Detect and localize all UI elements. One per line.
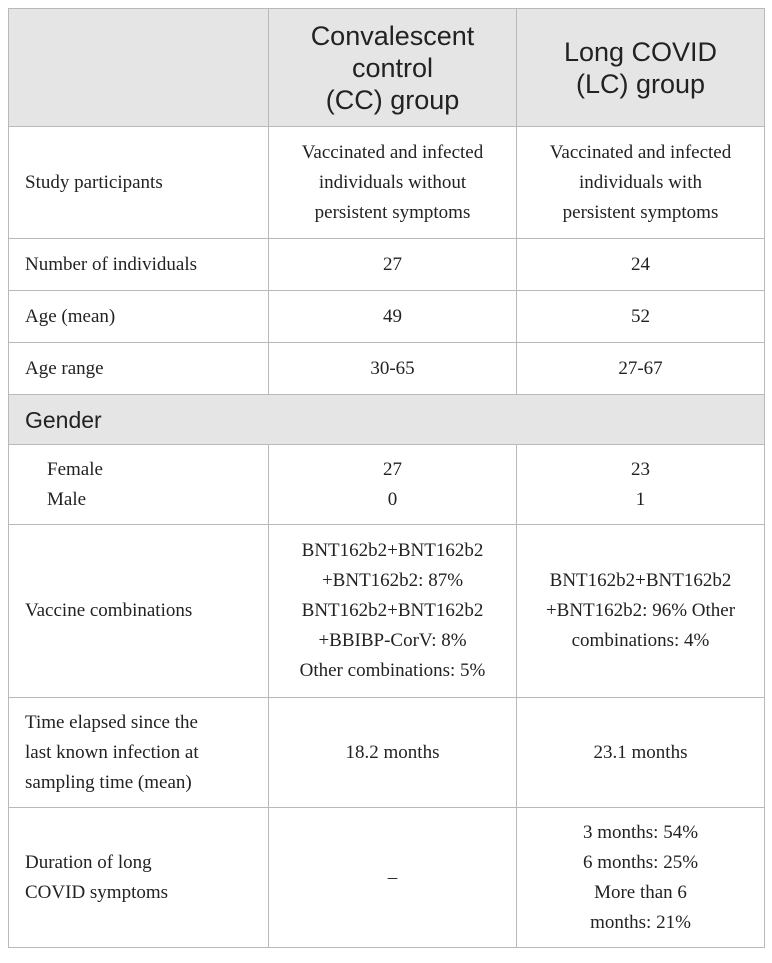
header-empty-cell [9,9,269,127]
cell-line: Vaccinated and infected [301,141,484,163]
lc-cell [517,445,765,525]
row-vaccine-combinations [9,525,765,698]
cell-line: individuals without [318,171,467,193]
cell-line: More than 6 [594,881,687,903]
cell-line: months: 21% [590,911,691,933]
row-study-participants [9,127,765,239]
male-value: 0 [387,488,398,510]
row-label: Age (mean) [9,291,269,343]
header-cc-line: Convalescent [310,20,475,51]
row-label [9,698,269,808]
label-line: COVID symptoms [25,881,169,903]
cc-cell [269,127,517,239]
label-line: last known infection at [25,741,199,763]
cell-line: BNT162b2+BNT162b2 [301,600,484,621]
cohort-characteristics-table [8,8,765,948]
row-label: Number of individuals [9,239,269,291]
cell-line: persistent symptoms [562,201,719,223]
header-cc-line: control [351,52,434,83]
cc-cell [269,525,517,698]
row-label [9,445,269,525]
cc-cell: 27 [269,239,517,291]
lc-cell [517,525,765,698]
lc-cell: 24 [517,239,765,291]
cell-line: Other combinations: 5% [299,660,486,681]
cell-line: +BBIBP-CorV: 8% [318,630,467,651]
cell-line: 6 months: 25% [582,851,699,873]
row-label [9,808,269,948]
lc-cell [517,127,765,239]
cell-line: Vaccinated and infected [549,141,732,163]
cell-line: +BNT162b2: 87% [321,570,464,591]
row-number-of-individuals [9,239,765,291]
cell-line: 3 months: 54% [582,821,699,843]
header-cc-line: (CC) group [325,84,460,115]
lc-cell [517,808,765,948]
label-line: Duration of long [25,851,152,873]
female-value: 23 [631,458,650,480]
section-gender [9,395,765,445]
cc-cell: – [269,808,517,948]
lc-cell: 27-67 [517,343,765,395]
cc-cell [269,445,517,525]
row-age-mean [9,291,765,343]
label-line: Time elapsed since the [25,711,198,733]
row-label: Age range [9,343,269,395]
row-duration-long-covid [9,808,765,948]
row-time-elapsed [9,698,765,808]
cell-line: combinations: 4% [571,630,710,651]
row-age-range [9,343,765,395]
cc-cell: 30-65 [269,343,517,395]
male-value: 1 [635,488,646,510]
header-lc-line: (LC) group [575,68,706,99]
lc-cell: 52 [517,291,765,343]
row-gender-breakdown [9,445,765,525]
row-label: Study participants [9,127,269,239]
cell-line: individuals with [579,171,702,193]
cell-line: BNT162b2+BNT162b2 [549,570,732,591]
male-label: Male [47,488,87,510]
cell-line: BNT162b2+BNT162b2 [301,540,484,561]
cell-line: persistent symptoms [314,201,471,223]
section-title: Gender [9,395,765,445]
cell-line: +BNT162b2: 96% Other [545,600,736,621]
cc-cell: 49 [269,291,517,343]
row-label: Vaccine combinations [9,525,269,698]
header-row [9,9,765,127]
header-cc-group [269,9,517,127]
cc-cell: 18.2 months [269,698,517,808]
header-lc-group [517,9,765,127]
female-value: 27 [383,458,402,480]
female-label: Female [47,458,103,480]
header-lc-line: Long COVID [563,36,718,67]
lc-cell: 23.1 months [517,698,765,808]
label-line: sampling time (mean) [25,771,192,793]
